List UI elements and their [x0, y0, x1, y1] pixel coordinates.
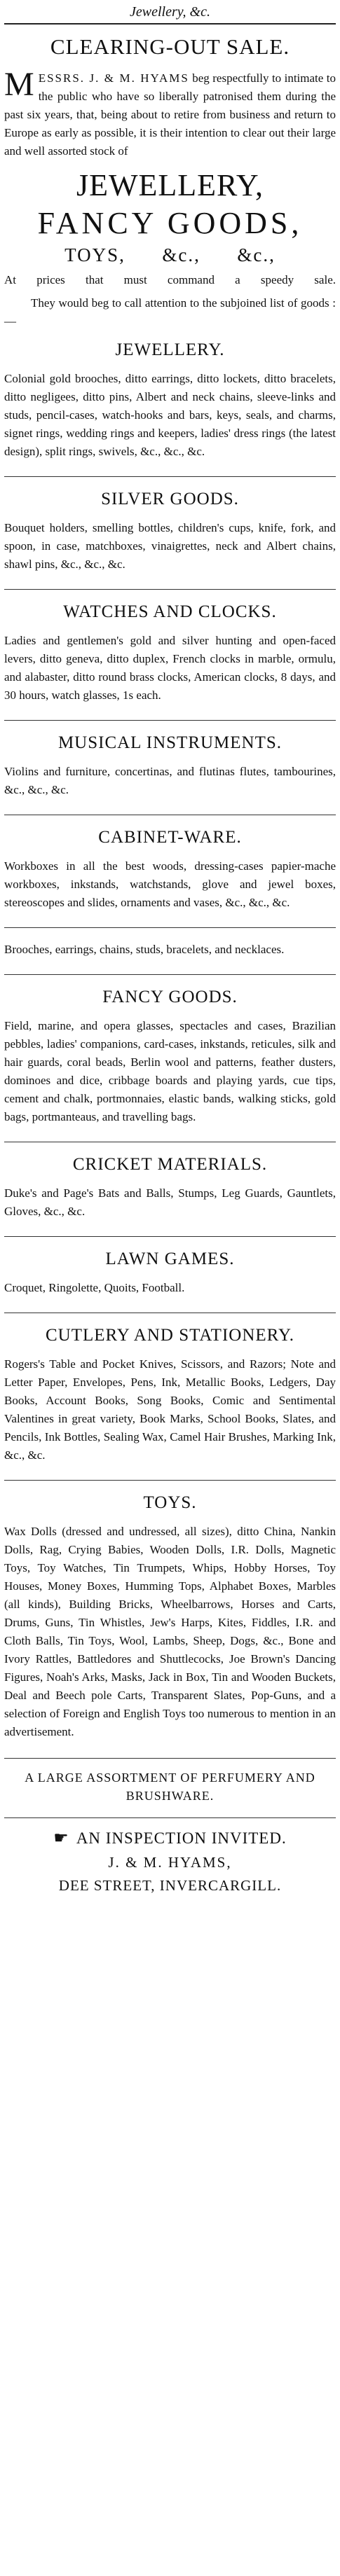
list-lead: They would beg to call attention to the subjoined list of goods :—: [4, 296, 336, 328]
inspection-notice: [4, 1817, 336, 1848]
headline-jewellery: JEWELLERY,: [76, 168, 264, 202]
section-title: MUSICAL INSTRUMENTS.: [57, 733, 283, 752]
section-body: Bouquet holders, smelling bottles, children's cups, knife, fork, and spoon, in case, matchboxes, vinaigrettes, neck and Albert chains, shawl pins, &c., &c., &c.: [4, 521, 336, 571]
section-body: Wax Dolls (dressed and undressed, all sizes), ditto China, Nankin Dolls, Rag, Crying Babies, Wooden Dolls, I.R. Dolls, Magnetic Toys, Toy Watches, Tin Trumpets, Whips, Hobby Horses, Toy Houses, Money Boxes, Humming Tops, Alphabet Boxes, Marbles (all kinds), Building Bricks, Wheelbarrows, Horses and Carts, Drums, Guns, Tin Whistles, Jew's Harps, Kites, Fiddles, I.R. and Cloth Balls, Tin Toys, Wool, Lambs, Sheep, Dogs, &c., Bone and Ivory Rattles, Battledores and Shuttlecocks, Joe Brown's Dancing Figures, Noah's Arks, Masks, Jack in Box, Tin and Wooden Buckets, Deal and Beech pole Carts, Transparent Slates, Pop-Guns, and a selection of Foreign and English Toys too numerous to mention in an advertisement.: [4, 1525, 336, 1738]
section-musical-instruments: [4, 720, 336, 799]
section-body: Workboxes in all the best woods, dressing-cases papier-mache workboxes, inkstands, watchstands, glove and jewel boxes, stereoscopes and slides, ornaments and vases, &c., &c., &c.: [4, 859, 336, 909]
section-title: CABINET-WARE.: [98, 828, 242, 847]
section-watches-clocks: [4, 589, 336, 705]
section-title: LAWN GAMES.: [105, 1249, 235, 1268]
section-body: Duke's and Page's Bats and Balls, Stumps, Leg Guards, Gauntlets, Gloves, &c., &c.: [4, 1186, 336, 1218]
section-title: CRICKET MATERIALS.: [72, 1155, 268, 1174]
section-title: CUTLERY AND STATIONERY.: [45, 1326, 295, 1345]
section-body: Ladies and gentlemen's gold and silver hunting and open-faced levers, ditto geneva, ditto duplex, French clocks in marble, ormulu, and alabaster, ditto round brass clocks, American clocks, 8 days, and 30 hours, watch glasses, 1s each.: [4, 634, 336, 702]
sale-title: CLEARING-OUT SALE.: [50, 34, 290, 59]
running-title: Jewellery, &c.: [4, 0, 336, 25]
perfumery-notice: A LARGE ASSORTMENT OF PERFUMERY AND BRUSHWARE.: [4, 1758, 336, 1805]
firm-signature: J. & M. HYAMS,: [108, 1854, 232, 1871]
section-title: FANCY GOODS.: [102, 988, 238, 1006]
section-extra: Brooches, earrings, chains, studs, bracelets, and necklaces.: [4, 927, 336, 959]
intro-text: beg respectfully to intimate to the public who have so liberally patronised them during the past six years, that, being about to retire from business and return to Europe as early as possible, it is their intention to clear out their large and well assorted stock of: [4, 71, 336, 158]
section-body: Rogers's Table and Pocket Knives, Scissors, and Razors; Note and Letter Paper, Envelopes, Pens, Ink, Metallic Books, Ledgers, Day Books, Account Books, Song Books, Comic and Sentimental Valentines in great variety, Book Marks, School Books, Slates, and Pencils, Ink Bottles, Sealing Wax, Camel Hair Brushes, Marking Ink, &c., &c.: [4, 1357, 336, 1462]
pointing-hand-icon: ☛: [53, 1829, 69, 1848]
section-body: Violins and furniture, concertinas, and flutinas flutes, tambourines, &c., &c., &c.: [4, 765, 336, 796]
intro-paragraph: [4, 66, 336, 160]
headline-fancy-goods: FANCY GOODS,: [37, 206, 303, 240]
section-fancy-goods: [4, 974, 336, 1126]
section-body: Colonial gold brooches, ditto earrings, ditto lockets, ditto bracelets, ditto negligees, ditto pins, Albert and neck chains, sleeve-links and studs, pencil-cases, watch-hooks and bars, keys, seals, and charms, signet rings, wedding rings and keepers, ladies' dress rings (the latest design), split rings, swivels, &c., &c., &c.: [4, 372, 336, 458]
section-toys: [4, 1480, 336, 1741]
firm-address: DEE STREET, INVERCARGILL.: [58, 1877, 282, 1894]
section-title: TOYS.: [143, 1493, 197, 1512]
section-silver-goods: [4, 476, 336, 574]
section-cricket-materials: [4, 1142, 336, 1221]
drop-cap: M: [4, 66, 34, 103]
section-body: Field, marine, and opera glasses, spectacles and cases, Brazilian pebbles, ladies' companions, card-cases, inkstands, reticules, silk and hair guards, coral beads, Berlin wool and patterns, feather dusters, dominoes and dice, cribbage boards and playing yards, cue tips, cement and chalk, portmonnaies, elastic bands, walking sticks, gold bags, portmanteaus, and travelling bags.: [4, 1019, 336, 1123]
section-body: Croquet, Ringolette, Quoits, Football.: [4, 1281, 185, 1294]
section-cutlery-stationery: [4, 1313, 336, 1464]
section-title: SILVER GOODS.: [101, 490, 239, 508]
headline-toys: TOYS, &c., &c.,: [64, 244, 276, 265]
section-jewellery: [4, 335, 336, 461]
speedy-sale-line: At prices that must command a speedy sale.: [4, 273, 336, 286]
section-lawn-games: [4, 1236, 336, 1297]
firm-names: ESSRS. J. & M. HYAMS: [38, 71, 189, 85]
section-title: JEWELLERY.: [115, 340, 225, 359]
section-title: WATCHES AND CLOCKS.: [63, 602, 277, 621]
section-cabinet-ware: [4, 815, 336, 959]
inspection-text: AN INSPECTION INVITED.: [76, 1829, 287, 1847]
